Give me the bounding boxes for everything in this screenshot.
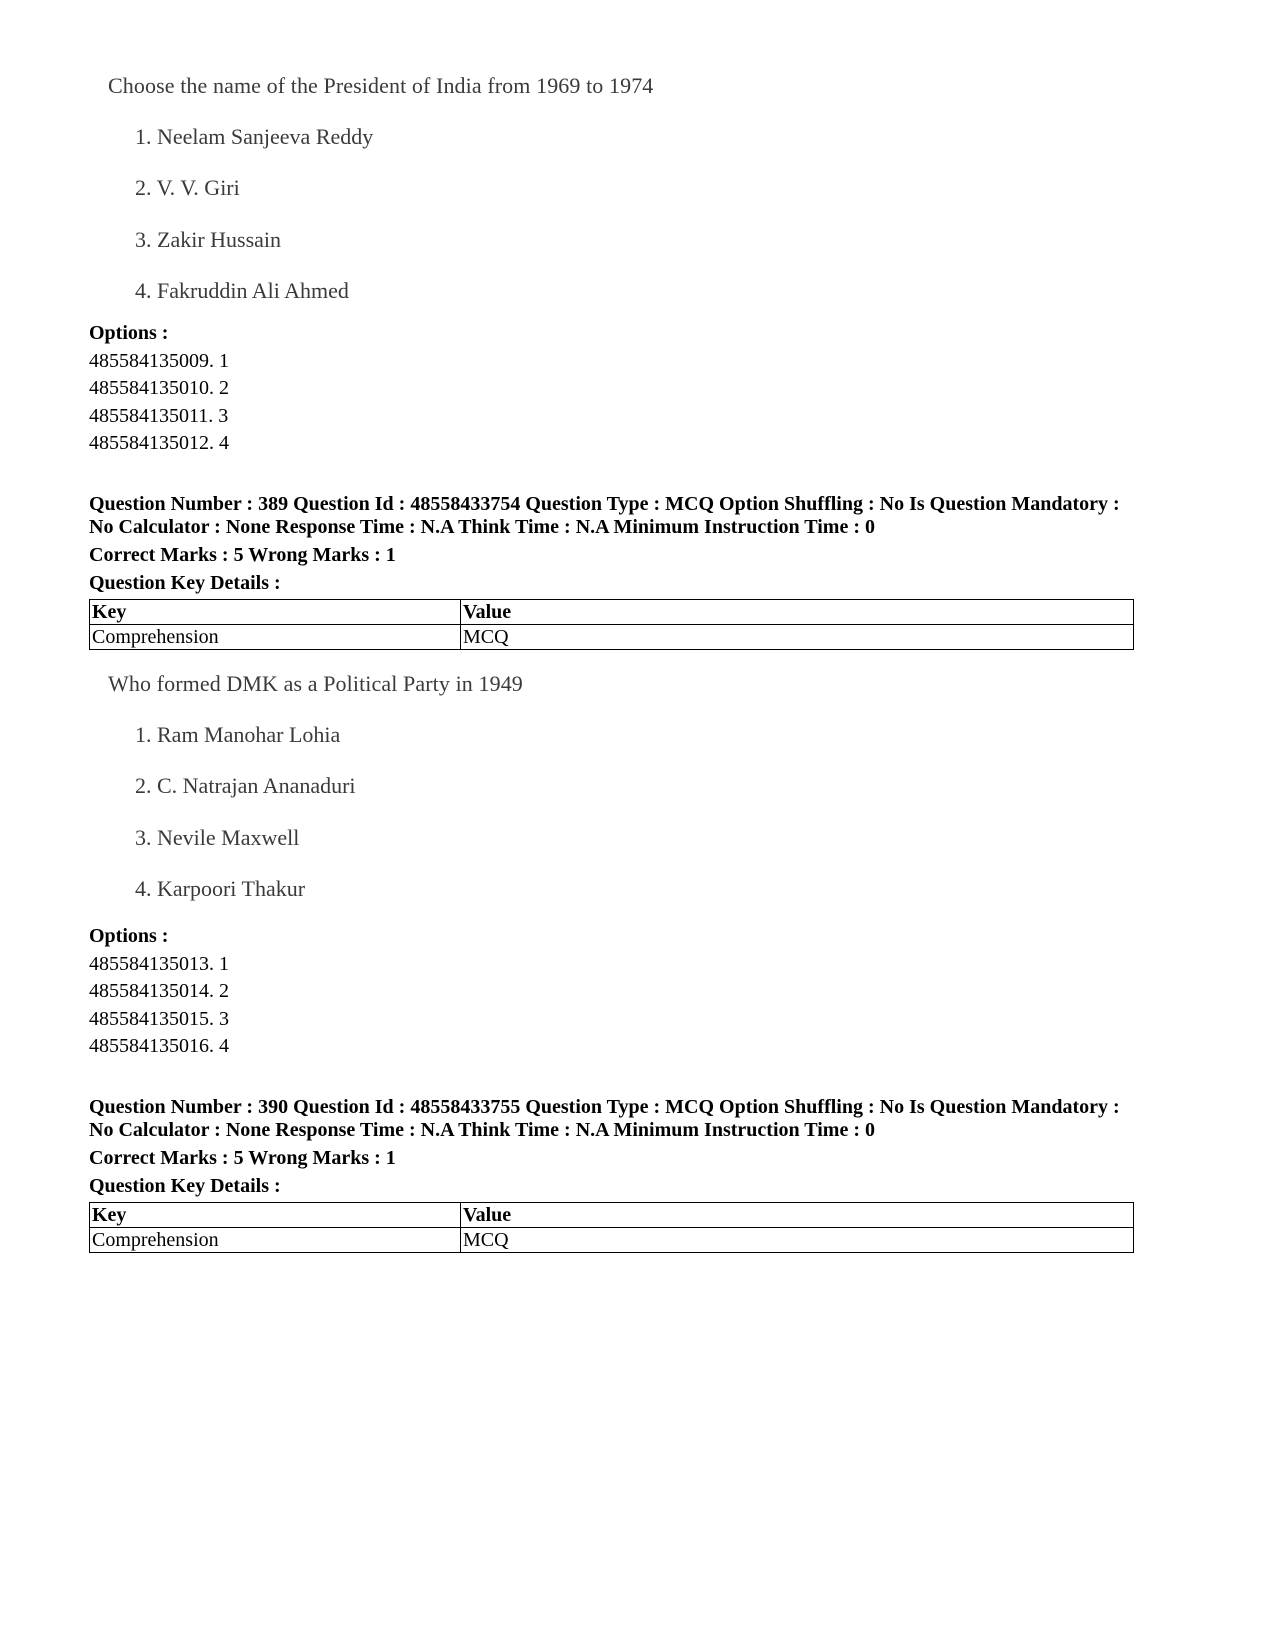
table-cell: MCQ [461, 1228, 1134, 1253]
marks-line: Correct Marks : 5 Wrong Marks : 1 [89, 544, 396, 566]
table-cell: MCQ [461, 625, 1134, 650]
question-meta-line: No Calculator : None Response Time : N.A Think Time : N.A Minimum Instruction Time : 0 [89, 1118, 875, 1141]
question-text: Choose the name of the President of India from 1969 to 1974 [108, 73, 654, 98]
key-details-table [89, 1202, 1134, 1253]
table-row [90, 1228, 1134, 1253]
choice-item: 4. Karpoori Thakur [135, 876, 306, 901]
question-meta-line: Question Number : 389 Question Id : 48558433754 Question Type : MCQ Option Shuffling : No Is Question Mandatory : [89, 493, 1120, 515]
option-item: 485584135014. 2 [89, 980, 229, 1002]
question-meta-line: No Calculator : None Response Time : N.A Think Time : N.A Minimum Instruction Time : 0 [89, 515, 875, 538]
key-details-table [89, 599, 1134, 650]
choice-item: 2. C. Natrajan Ananaduri [135, 773, 356, 798]
question-image-1 [108, 73, 808, 303]
choice-item: 3. Zakir Hussain [135, 227, 282, 252]
question-meta-line: Question Number : 390 Question Id : 48558433755 Question Type : MCQ Option Shuffling : No Is Question Mandatory : [89, 1096, 1120, 1118]
option-item: 485584135013. 1 [89, 952, 229, 975]
options-title: Options : [89, 322, 169, 344]
table-cell: Comprehension [90, 625, 461, 650]
marks-line: Correct Marks : 5 Wrong Marks : 1 [89, 1147, 396, 1169]
table-header-row [90, 1203, 1134, 1228]
option-item: 485584135009. 1 [89, 349, 229, 372]
option-item: 485584135011. 3 [89, 404, 229, 427]
choice-item: 4. Fakruddin Ali Ahmed [135, 278, 349, 303]
choice-item: 2. V. V. Giri [135, 175, 240, 200]
table-row [90, 625, 1134, 650]
choice-item: 1. Neelam Sanjeeva Reddy [135, 124, 374, 149]
table-header-key: Key [90, 600, 461, 625]
question-text: Who formed DMK as a Political Party in 1949 [108, 671, 523, 696]
question-image-2 [108, 671, 808, 901]
key-details-title: Question Key Details : [89, 1174, 281, 1197]
table-cell: Comprehension [90, 1228, 461, 1253]
table-header-value: Value [461, 1203, 1134, 1228]
options-list-2 [89, 923, 229, 1061]
question-meta-389 [89, 493, 1189, 597]
option-item: 485584135016. 4 [89, 1035, 229, 1057]
key-details-title: Question Key Details : [89, 571, 281, 594]
choice-item: 3. Nevile Maxwell [135, 825, 300, 850]
option-item: 485584135010. 2 [89, 377, 229, 399]
options-title: Options : [89, 925, 169, 947]
options-list-1 [89, 320, 229, 458]
table-header-value: Value [461, 600, 1134, 625]
choice-item: 1. Ram Manohar Lohia [135, 722, 341, 747]
option-item: 485584135015. 3 [89, 1007, 229, 1030]
option-item: 485584135012. 4 [89, 432, 229, 454]
table-header-key: Key [90, 1203, 461, 1228]
table-header-row [90, 600, 1134, 625]
question-meta-390 [89, 1096, 1189, 1200]
